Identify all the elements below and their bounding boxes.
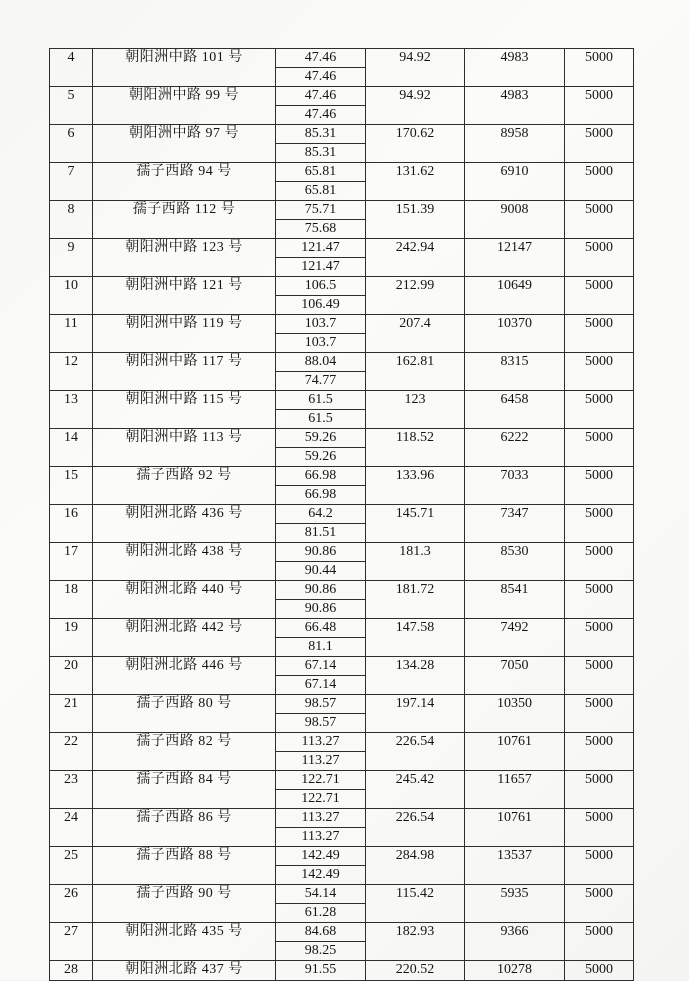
cell-amount: 11657 [465,771,565,809]
cell-sequence-number: 12 [50,353,93,391]
cell-cap-value: 5000 [565,315,634,353]
cell-area-upper: 121.47 [276,239,366,258]
cell-area-lower: 90.44 [276,562,366,581]
cell-sequence-number: 14 [50,429,93,467]
cell-area-upper: 142.49 [276,847,366,866]
cell-amount: 4983 [465,49,565,87]
cell-address: 朝阳洲中路 99 号 [93,87,276,125]
cell-amount: 12147 [465,239,565,277]
cell-total-area: 145.71 [366,505,465,543]
cell-area-upper: 64.2 [276,505,366,524]
cell-address: 朝阳洲中路 121 号 [93,277,276,315]
cell-area-upper: 113.27 [276,809,366,828]
cell-amount: 10278 [465,961,565,981]
table-row [50,239,634,258]
cell-sequence-number: 27 [50,923,93,961]
cell-area-lower: 61.5 [276,410,366,429]
cell-amount: 10761 [465,733,565,771]
cell-sequence-number: 16 [50,505,93,543]
cell-cap-value: 5000 [565,543,634,581]
cell-cap-value: 5000 [565,923,634,961]
cell-total-area: 181.72 [366,581,465,619]
cell-amount: 9008 [465,201,565,239]
cell-total-area: 245.42 [366,771,465,809]
cell-cap-value: 5000 [565,467,634,505]
cell-amount: 10350 [465,695,565,733]
table-row [50,923,634,942]
cell-cap-value: 5000 [565,657,634,695]
cell-cap-value: 5000 [565,163,634,201]
cell-amount: 5935 [465,885,565,923]
cell-amount: 7347 [465,505,565,543]
cell-area-lower: 74.77 [276,372,366,391]
cell-sequence-number: 9 [50,239,93,277]
table-row [50,391,634,410]
cell-area-lower: 81.51 [276,524,366,543]
cell-total-area: 133.96 [366,467,465,505]
table-row [50,657,634,676]
cell-area-lower: 47.46 [276,106,366,125]
cell-total-area: 182.93 [366,923,465,961]
table-row [50,277,634,296]
cell-area-upper: 106.5 [276,277,366,296]
table-row [50,467,634,486]
cell-amount: 9366 [465,923,565,961]
cell-address: 朝阳洲北路 446 号 [93,657,276,695]
cell-address: 朝阳洲中路 113 号 [93,429,276,467]
cell-total-area: 207.4 [366,315,465,353]
cell-area-upper: 122.71 [276,771,366,790]
cell-total-area: 212.99 [366,277,465,315]
cell-address: 朝阳洲中路 97 号 [93,125,276,163]
cell-total-area: 151.39 [366,201,465,239]
cell-area-upper: 103.7 [276,315,366,334]
cell-cap-value: 5000 [565,771,634,809]
table-row [50,581,634,600]
cell-address: 朝阳洲北路 440 号 [93,581,276,619]
cell-area-lower: 98.25 [276,942,366,961]
cell-area-lower: 103.7 [276,334,366,353]
cell-sequence-number: 17 [50,543,93,581]
cell-area-lower: 113.27 [276,828,366,847]
cell-cap-value: 5000 [565,125,634,163]
cell-area-lower: 122.71 [276,790,366,809]
cell-sequence-number: 10 [50,277,93,315]
table-row [50,49,634,68]
cell-sequence-number: 11 [50,315,93,353]
cell-total-area: 131.62 [366,163,465,201]
cell-total-area: 115.42 [366,885,465,923]
cell-amount: 6910 [465,163,565,201]
cell-total-area: 134.28 [366,657,465,695]
cell-cap-value: 5000 [565,429,634,467]
cell-sequence-number: 6 [50,125,93,163]
cell-area-upper: 85.31 [276,125,366,144]
cell-address: 孺子西路 86 号 [93,809,276,847]
cell-area-lower: 81.1 [276,638,366,657]
cell-area-upper: 75.71 [276,201,366,220]
cell-sequence-number: 22 [50,733,93,771]
cell-area-upper: 65.81 [276,163,366,182]
cell-cap-value: 5000 [565,885,634,923]
cell-amount: 10370 [465,315,565,353]
cell-amount: 7033 [465,467,565,505]
cell-sequence-number: 28 [50,961,93,981]
cell-area-lower: 113.27 [276,752,366,771]
cell-total-area: 162.81 [366,353,465,391]
cell-area-upper: 61.5 [276,391,366,410]
cell-area-upper: 84.68 [276,923,366,942]
cell-amount: 10649 [465,277,565,315]
cell-area-lower: 85.31 [276,144,366,163]
table-row [50,87,634,106]
cell-cap-value: 5000 [565,581,634,619]
cell-total-area: 226.54 [366,733,465,771]
cell-sequence-number: 15 [50,467,93,505]
cell-cap-value: 5000 [565,239,634,277]
table-row [50,353,634,372]
cell-area-upper: 90.86 [276,581,366,600]
cell-amount: 7492 [465,619,565,657]
cell-address: 孺子西路 84 号 [93,771,276,809]
cell-amount: 8958 [465,125,565,163]
cell-address: 朝阳洲北路 442 号 [93,619,276,657]
cell-sequence-number: 25 [50,847,93,885]
cell-address: 朝阳洲北路 435 号 [93,923,276,961]
table-body [50,49,634,981]
cell-area-lower: 67.14 [276,676,366,695]
cell-sequence-number: 18 [50,581,93,619]
table-row [50,771,634,790]
cell-cap-value: 5000 [565,391,634,429]
cell-cap-value: 5000 [565,277,634,315]
cell-sequence-number: 19 [50,619,93,657]
cell-area-lower: 47.46 [276,68,366,87]
cell-area-upper: 54.14 [276,885,366,904]
cell-total-area: 94.92 [366,49,465,87]
cell-amount: 4983 [465,87,565,125]
cell-total-area: 220.52 [366,961,465,981]
cell-amount: 13537 [465,847,565,885]
table-row [50,429,634,448]
cell-address: 孺子西路 90 号 [93,885,276,923]
cell-address: 朝阳洲北路 436 号 [93,505,276,543]
cell-area-upper: 113.27 [276,733,366,752]
cell-sequence-number: 8 [50,201,93,239]
cell-sequence-number: 23 [50,771,93,809]
cell-sequence-number: 20 [50,657,93,695]
table-row [50,885,634,904]
cell-area-lower: 98.57 [276,714,366,733]
cell-address: 孺子西路 88 号 [93,847,276,885]
cell-cap-value: 5000 [565,505,634,543]
cell-cap-value: 5000 [565,201,634,239]
cell-address: 孺子西路 94 号 [93,163,276,201]
cell-address: 朝阳洲北路 438 号 [93,543,276,581]
cell-total-area: 170.62 [366,125,465,163]
table-row [50,809,634,828]
cell-address: 朝阳洲中路 101 号 [93,49,276,87]
cell-address: 朝阳洲中路 119 号 [93,315,276,353]
cell-total-area: 147.58 [366,619,465,657]
table-row [50,125,634,144]
cell-address: 孺子西路 82 号 [93,733,276,771]
cell-area-upper: 47.46 [276,49,366,68]
cell-area-lower: 65.81 [276,182,366,201]
cell-address: 孺子西路 80 号 [93,695,276,733]
table-row [50,543,634,562]
table-row [50,315,634,334]
cell-cap-value: 5000 [565,619,634,657]
cell-total-area: 242.94 [366,239,465,277]
cell-area-lower: 121.47 [276,258,366,277]
table-row [50,695,634,714]
cell-amount: 8541 [465,581,565,619]
cell-sequence-number: 26 [50,885,93,923]
cell-area-lower: 59.26 [276,448,366,467]
cell-area-lower: 61.28 [276,904,366,923]
cell-address: 孺子西路 112 号 [93,201,276,239]
cell-amount: 8315 [465,353,565,391]
cell-address: 朝阳洲中路 117 号 [93,353,276,391]
cell-address: 朝阳洲中路 115 号 [93,391,276,429]
table-row [50,733,634,752]
cell-area-lower: 75.68 [276,220,366,239]
cell-sequence-number: 5 [50,87,93,125]
cell-area-upper: 47.46 [276,87,366,106]
table-row [50,505,634,524]
cell-total-area: 181.3 [366,543,465,581]
cell-area-upper: 67.14 [276,657,366,676]
cell-total-area: 118.52 [366,429,465,467]
cell-area-upper: 91.55 [276,961,366,981]
cell-total-area: 226.54 [366,809,465,847]
cell-cap-value: 5000 [565,733,634,771]
cell-address: 朝阳洲北路 437 号 [93,961,276,981]
cell-amount: 6222 [465,429,565,467]
cell-total-area: 284.98 [366,847,465,885]
cell-total-area: 123 [366,391,465,429]
cell-area-upper: 90.86 [276,543,366,562]
cell-total-area: 197.14 [366,695,465,733]
table-row [50,961,634,981]
cell-cap-value: 5000 [565,809,634,847]
cell-cap-value: 5000 [565,353,634,391]
cell-cap-value: 5000 [565,695,634,733]
cell-total-area: 94.92 [366,87,465,125]
table-row [50,163,634,182]
cell-cap-value: 5000 [565,961,634,981]
table-row [50,201,634,220]
ledger-table [49,48,634,981]
cell-sequence-number: 7 [50,163,93,201]
cell-address: 朝阳洲中路 123 号 [93,239,276,277]
cell-area-lower: 66.98 [276,486,366,505]
cell-area-lower: 106.49 [276,296,366,315]
cell-sequence-number: 4 [50,49,93,87]
cell-cap-value: 5000 [565,49,634,87]
cell-cap-value: 5000 [565,87,634,125]
cell-area-lower: 142.49 [276,866,366,885]
cell-sequence-number: 21 [50,695,93,733]
cell-amount: 10761 [465,809,565,847]
cell-amount: 7050 [465,657,565,695]
cell-area-upper: 59.26 [276,429,366,448]
cell-area-lower: 90.86 [276,600,366,619]
cell-sequence-number: 24 [50,809,93,847]
table-row [50,847,634,866]
cell-cap-value: 5000 [565,847,634,885]
cell-area-upper: 66.48 [276,619,366,638]
cell-area-upper: 98.57 [276,695,366,714]
table-row [50,619,634,638]
cell-address: 孺子西路 92 号 [93,467,276,505]
cell-area-upper: 88.04 [276,353,366,372]
cell-area-upper: 66.98 [276,467,366,486]
cell-sequence-number: 13 [50,391,93,429]
cell-amount: 6458 [465,391,565,429]
cell-amount: 8530 [465,543,565,581]
